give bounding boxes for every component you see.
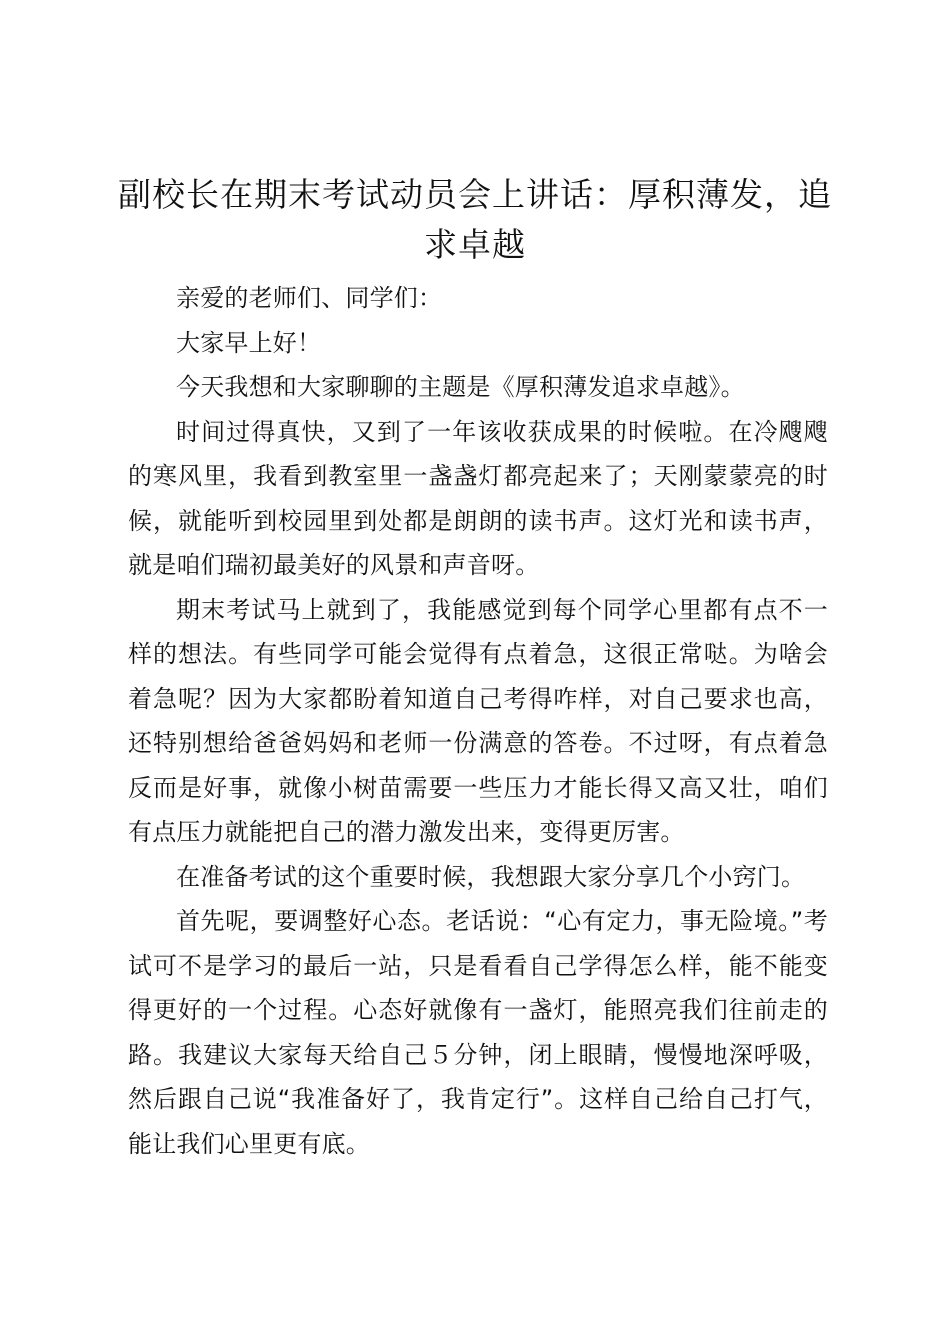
topic-paragraph: 今天我想和大家聊聊的主题是《厚积薄发追求卓越》。 (176, 373, 745, 401)
salutation-paragraph: 亲爱的老师们、同学们： (176, 284, 443, 312)
document-body (128, 276, 828, 1166)
body-paragraph: 时间过得真快，又到了一年该收获成果的时候啦。在冷飕飕的寒风里，我看到教室里一盏盏灯都亮起来了；天刚蒙蒙亮的时候，就能听到校园里到处都是朗朗的读书声。这灯光和读书声，就是咱们瑞初最美好的风景和声音呀。 (128, 417, 828, 579)
body-paragraph: 期末考试马上就到了，我能感觉到每个同学心里都有点不一样的想法。有些同学可能会觉得有点着急，这很正常哒。为啥会着急呢？因为大家都盼着知道自己考得咋样，对自己要求也高，还特别想给爸爸妈妈和老师一份满意的答卷。不过呀，有点着急反而是好事，就像小树苗需要一些压力才能长得又高又壮，咱们有点压力就能把自己的潜力激发出来，变得更厉害。 (128, 595, 828, 846)
body-paragraph: 首先呢，要调整好心态。老话说：“心有定力，事无险境。”考试可不是学习的最后一站，只是看看自己学得怎么样，能不能变得更好的一个过程。心态好就像有一盏灯，能照亮我们往前走的路。我建议大家每天给自己５分钟，闭上眼睛，慢慢地深呼吸，然后跟自己说“我准备好了，我肯定行”。这样自己给自己打气，能让我们心里更有底。 (128, 907, 828, 1158)
body-paragraph: 在准备考试的这个重要时候，我想跟大家分享几个小窍门。 (176, 862, 806, 891)
greeting-paragraph: 大家早上好！ (176, 328, 322, 357)
document-title: 副校长在期末考试动员会上讲话：厚积薄发，追求卓越 (118, 175, 832, 264)
